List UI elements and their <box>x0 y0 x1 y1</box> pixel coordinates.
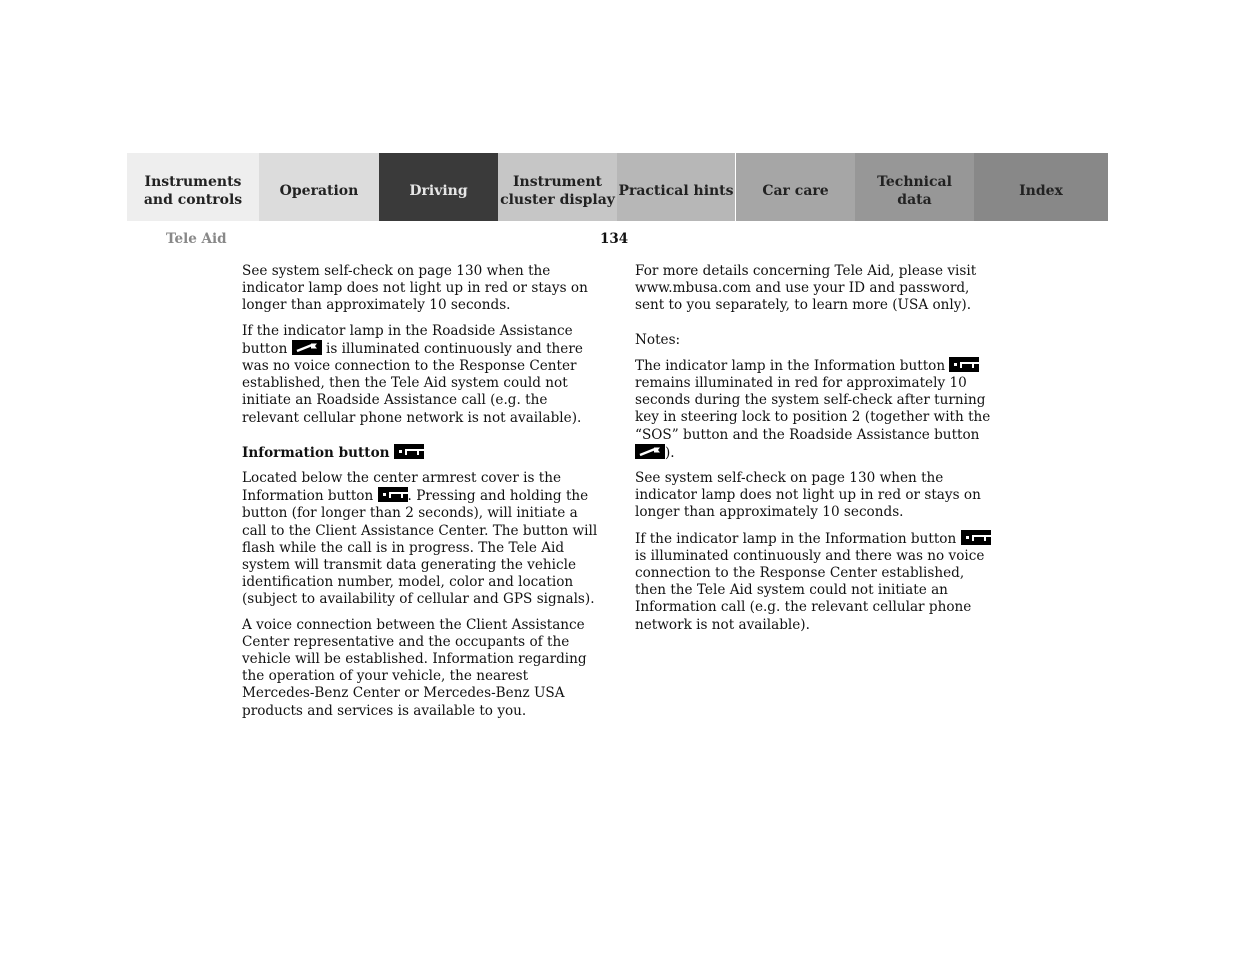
paragraph-information-button: Located below the center armrest cover is the Information button . Pressing and holding the button (for longer than 2 seconds), will initiate a call to the Client Assistance Center. The button will flash while the call is in progress. The Tele Aid system will transmit data generating the vehicle identification number, model, color and location (subject to availability of cellular and GPS signals). <box>242 470 598 608</box>
tab-driving[interactable]: Driving <box>379 153 498 221</box>
roadside-assistance-wrench-icon <box>635 444 665 459</box>
left-column <box>242 263 602 728</box>
paragraph-note-lamp-red: The indicator lamp in the Information button remains illuminated in red for approximately 10 seconds during the system self-check after turning key in steering lock to position 2 (together with the “SOS” button and the Roadside Assistance button ). <box>635 357 991 461</box>
tab-instruments-and-controls[interactable]: Instruments and controls <box>127 153 259 221</box>
right-column <box>635 263 995 642</box>
tab-technical-data[interactable]: Technical data <box>855 153 974 221</box>
tab-practical-hints[interactable]: Practical hints <box>617 153 736 221</box>
paragraph-voice-connection: A voice connection between the Client Assistance Center representative and the occupants of the vehicle will be established. Information regarding the operation of your vehicle, the nearest Mercedes-Benz Center or Mercedes-Benz USA products and services is available to you. <box>242 616 587 719</box>
information-button-icon <box>394 444 424 459</box>
information-button-icon <box>949 357 979 372</box>
tab-car-care[interactable]: Car care <box>736 153 855 221</box>
paragraph-roadside-lamp: If the indicator lamp in the Roadside Assistance button is illuminated continuously and there was no voice connection to the Response Center established, then the Tele Aid system could not initiate an Roadside Assistance call (e.g. the relevant cellular phone network is not available). <box>242 322 583 426</box>
paragraph-note-self-check: See system self-check on page 130 when the indicator lamp does not light up in red or stays on longer than approximately 10 seconds. <box>635 470 981 521</box>
information-button-heading: Information button <box>242 444 602 462</box>
paragraph-note-information-lamp: If the indicator lamp in the Information button is illuminated continuously and there was no voice connection to the Response Center established, then the Tele Aid system could not initiate an Information call (e.g. the relevant cellular phone network is not available). <box>635 530 995 634</box>
information-button-icon <box>961 530 991 545</box>
tab-index[interactable]: Index <box>974 153 1108 221</box>
roadside-assistance-wrench-icon <box>292 340 322 355</box>
tab-operation[interactable]: Operation <box>259 153 379 221</box>
chapter-tab-bar <box>127 153 1108 221</box>
notes-label: Notes: <box>635 331 681 348</box>
tab-instrument-cluster-display[interactable]: Instrument cluster display <box>498 153 617 221</box>
page-number: 134 <box>600 231 629 247</box>
section-title: Tele Aid <box>166 231 227 247</box>
information-button-icon <box>378 487 408 502</box>
paragraph-more-details: For more details concerning Tele Aid, please visit www.mbusa.com and use your ID and password, sent to you separately, to learn more (USA only). <box>635 263 977 314</box>
paragraph-self-check: See system self-check on page 130 when the indicator lamp does not light up in red or stays on longer than approximately 10 seconds. <box>242 263 588 314</box>
